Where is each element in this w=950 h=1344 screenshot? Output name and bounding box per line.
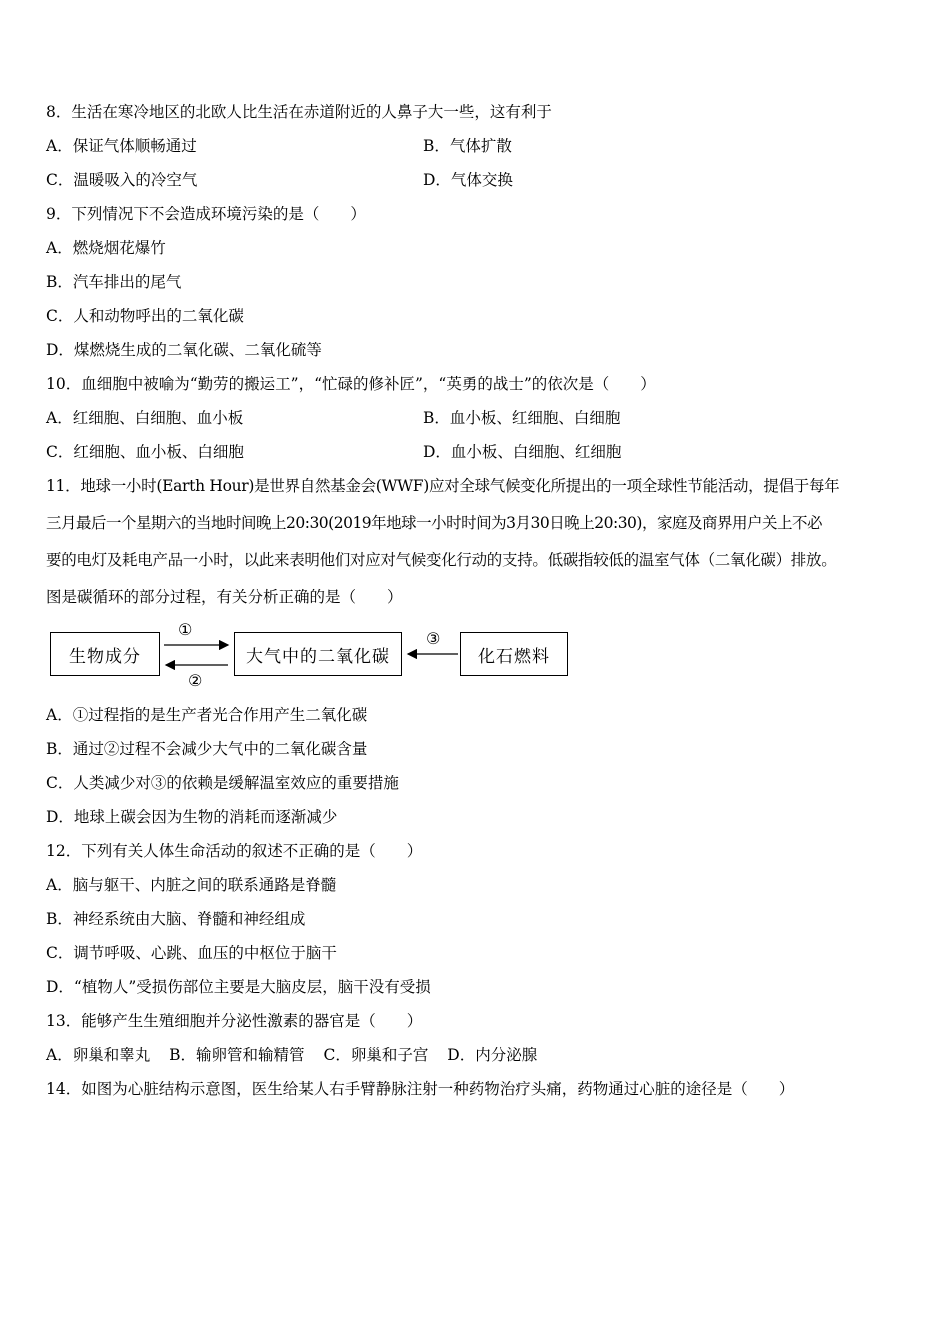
q11-option-c: C．人类减少对③的依赖是缓解温室效应的重要措施 [46,774,399,792]
q12-option-b: B．神经系统由大脑、脊髓和神经组成 [46,910,306,928]
q12-option-d: D．“植物人”受损伤部位主要是大脑皮层，脑干没有受损 [46,978,431,996]
q8-option-c: C．温暖吸入的冷空气 [46,171,198,189]
q10-option-row-2 [46,442,622,462]
process-label-2: ② [188,671,203,690]
q11-stem-line-4: 图是碳循环的部分过程，有关分析正确的是（ ） [46,588,403,606]
q10-stem: 10．血细胞中被喻为“勤劳的搬运工”，“忙碌的修补匠”，“英勇的战士”的依次是（ ） [46,375,656,393]
q14-stem: 14．如图为心脏结构示意图，医生给某人右手臂静脉注射一种药物治疗头痛，药物通过心脏的途径是（ ） [46,1080,795,1098]
q13-stem: 13．能够产生生殖细胞并分泌性激素的器官是（ ） [46,1012,423,1030]
q10-option-row-1 [46,408,621,428]
q9-option-b: B．汽车排出的尾气 [46,273,182,291]
carbon-cycle-diagram [46,620,576,695]
q8-stem: 8．生活在寒冷地区的北欧人比生活在赤道附近的人鼻子大一些，这有利于 [46,103,552,121]
q8-option-row-1 [46,136,512,156]
biological-component-box: 生物成分 [50,632,160,676]
q11-stem-line-2: 三月最后一个星期六的当地时间晚上20:30(2019年地球一小时时间为3月30日晚上20:30)，家庭及商界用户关上不必 [46,514,822,532]
q10-option-a: A．红细胞、白细胞、血小板 [46,409,244,427]
q12-stem: 12．下列有关人体生命活动的叙述不正确的是（ ） [46,842,423,860]
process-label-3: ③ [426,629,441,648]
q13-options-row [46,1045,537,1065]
q11-option-d: D．地球上碳会因为生物的消耗而逐渐减少 [46,808,338,826]
q10-option-c: C．红细胞、血小板、白细胞 [46,443,244,461]
q10-option-d: D．血小板、白细胞、红细胞 [423,443,622,461]
q11-option-a: A．①过程指的是生产者光合作用产生二氧化碳 [46,706,368,724]
q9-option-c: C．人和动物呼出的二氧化碳 [46,307,244,325]
q8-option-row-2 [46,170,513,190]
q8-option-a: A．保证气体顺畅通过 [46,137,197,155]
atmospheric-co2-box: 大气中的二氧化碳 [234,632,402,676]
process-label-1: ① [178,620,193,639]
q9-option-a: A．燃烧烟花爆竹 [46,239,166,257]
q11-option-b: B．通过②过程不会减少大气中的二氧化碳含量 [46,740,368,758]
q12-option-a: A．脑与躯干、内脏之间的联系通路是脊髓 [46,876,337,894]
q11-stem-line-3: 要的电灯及耗电产品一小时，以此来表明他们对应对气候变化行动的支持。低碳指较低的温室气体（二氧化碳）排放。 [46,551,837,569]
diagram-arrows [46,620,576,695]
q12-option-c: C．调节呼吸、心跳、血压的中枢位于脑干 [46,944,337,962]
q8-option-b: B．气体扩散 [423,137,512,155]
q9-option-d: D．煤燃烧生成的二氧化碳、二氧化硫等 [46,341,322,359]
q11-stem-line-1: 11．地球一小时(Earth Hour)是世界自然基金会(WWF)应对全球气候变化所提出的一项全球性节能活动，提倡于每年 [46,477,840,495]
q13-option-d: D．内分泌腺 [447,1046,538,1064]
q13-option-b: B．输卵管和输精管 [169,1046,305,1064]
fossil-fuel-box: 化石燃料 [460,632,568,676]
q9-stem: 9．下列情况下不会造成环境污染的是（ ） [46,205,366,223]
q13-option-a: A．卵巢和睾丸 [46,1046,151,1064]
q13-option-c: C．卵巢和子宫 [323,1046,429,1064]
q10-option-b: B．血小板、红细胞、白细胞 [423,409,621,427]
q8-option-d: D．气体交换 [423,171,513,189]
